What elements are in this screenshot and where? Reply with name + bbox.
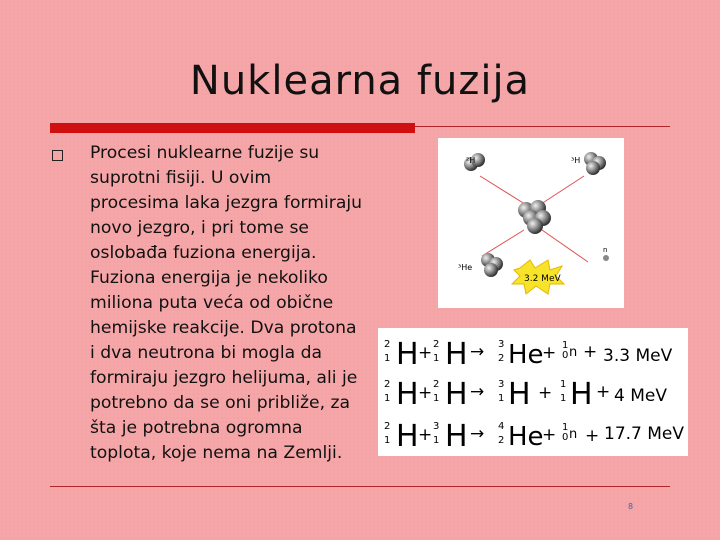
title-accent-bar — [50, 123, 415, 133]
mass-number: 2 — [433, 339, 440, 350]
atomic-number: 1 — [384, 393, 391, 404]
mass-number: 1 — [562, 340, 569, 351]
mass-number: 2 — [384, 339, 391, 350]
fusion-diagram-graphic — [438, 138, 624, 308]
atomic-number: 0 — [562, 350, 569, 361]
reaction-arrow: → — [470, 424, 485, 444]
atomic-number: 1 — [384, 435, 391, 446]
slide-title: Nuklearna fuzija — [189, 58, 531, 104]
energy-value: 17.7 MeV — [604, 424, 685, 444]
symbol: H — [445, 419, 468, 454]
plus-sign: + — [418, 383, 433, 403]
mass-number: 3 — [433, 421, 440, 432]
nucleus-ball — [484, 263, 498, 277]
symbol: H — [396, 419, 419, 454]
symbol: n — [569, 427, 578, 442]
symbol: He — [508, 340, 544, 370]
equation-row-1 — [378, 332, 688, 372]
mass-number: 3 — [498, 379, 505, 390]
plus-sign: + — [596, 382, 611, 402]
mass-number: 4 — [498, 421, 505, 432]
reaction-arrow: → — [470, 342, 485, 362]
equation-row-2 — [378, 372, 688, 412]
atomic-number: 1 — [498, 393, 505, 404]
symbol: n — [569, 345, 578, 360]
mass-number: 3 — [498, 339, 505, 350]
plus-sign: + — [418, 343, 433, 363]
plus-sign: + — [418, 425, 433, 445]
title-divider-line — [415, 126, 670, 127]
label-he: ³He — [458, 263, 473, 272]
atomic-number: 1 — [433, 435, 440, 446]
neutron-ball — [603, 255, 609, 261]
plus-sign: + — [542, 425, 557, 445]
nucleus-ball — [586, 161, 600, 175]
mass-number: 1 — [560, 379, 567, 390]
symbol: He — [508, 422, 544, 452]
nucleus-ball — [527, 218, 543, 234]
square-bullet-icon — [52, 150, 63, 161]
plus-sign: + — [542, 343, 557, 363]
atomic-number: 1 — [433, 393, 440, 404]
label-h-right: ³H — [571, 156, 581, 165]
atomic-number: 1 — [560, 393, 567, 404]
atomic-number: 2 — [498, 353, 505, 364]
label-h-left: ²H — [466, 156, 476, 165]
symbol: H — [396, 377, 419, 412]
mass-number: 2 — [384, 421, 391, 432]
atomic-number: 1 — [384, 353, 391, 364]
atomic-number: 2 — [498, 435, 505, 446]
reaction-arrow: → — [470, 382, 485, 402]
mass-number: 2 — [433, 379, 440, 390]
mass-number: 1 — [562, 422, 569, 433]
energy-value: 4 MeV — [614, 386, 667, 406]
plus-sign: + — [583, 342, 598, 362]
atomic-number: 0 — [562, 432, 569, 443]
symbol: H — [508, 377, 531, 412]
fusion-diagram — [438, 138, 624, 308]
atomic-number: 1 — [433, 353, 440, 364]
mass-number: 2 — [384, 379, 391, 390]
plus-sign: + — [585, 426, 600, 446]
slide-number: 8 — [628, 502, 634, 511]
equation-row-3 — [378, 414, 688, 454]
energy-label: 3.2 MeV — [524, 274, 561, 284]
footer-divider-line — [50, 486, 670, 487]
label-n: n — [603, 246, 608, 254]
plus-sign: + — [538, 383, 553, 403]
symbol: H — [445, 377, 468, 412]
symbol: H — [570, 377, 593, 412]
energy-value: 3.3 MeV — [603, 346, 673, 366]
body-paragraph: Procesi nuklearne fuzije su suprotni fisiji. U ovim procesima laka jezgra formiraju novo jezgro, i pri tome se oslobađa fuziona energija. Fuziona energija je nekoliko miliona puta veća od obične hemijske reakcije. Dva protona i dva neutrona bi mogla da formiraju jezgro helijuma, ali je potrebno da se oni približe, za šta je potrebna ogromna toplota, koje nema na Zemlji. — [90, 143, 363, 463]
symbol: H — [445, 337, 468, 372]
fusion-equations — [378, 328, 688, 456]
symbol: H — [396, 337, 419, 372]
